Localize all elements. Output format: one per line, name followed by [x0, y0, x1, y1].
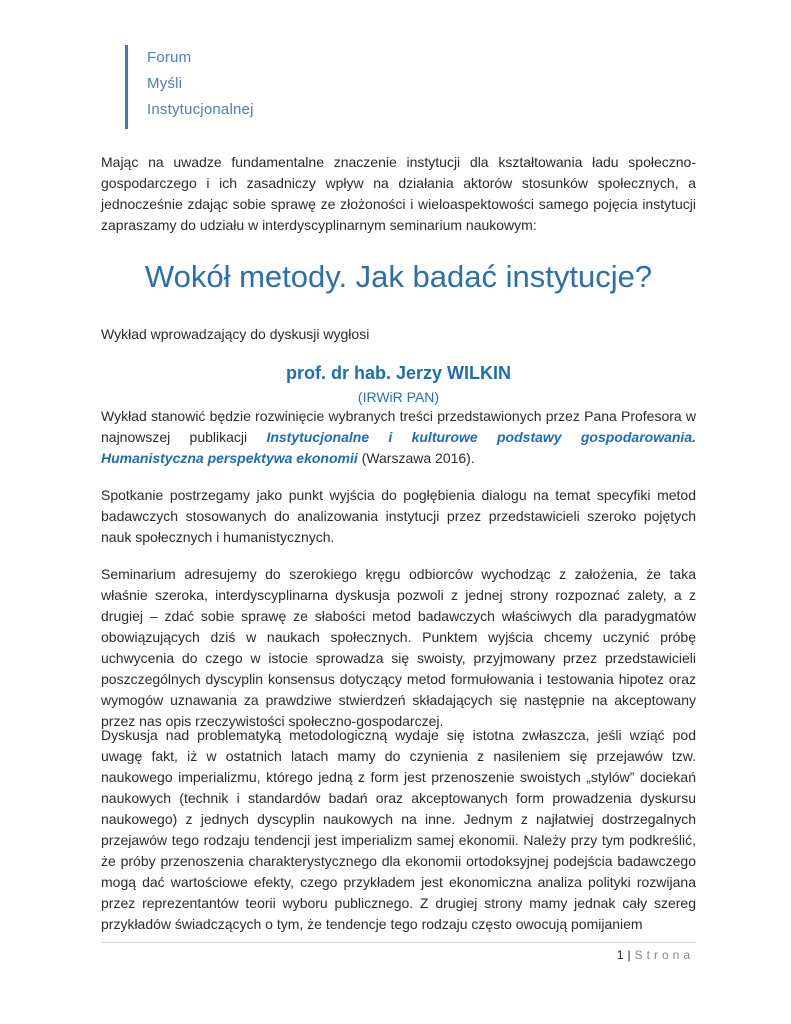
paragraph-discussion: [101, 725, 696, 935]
audience-paragraph: Seminarium adresujemy do szerokiego kręgu odbiorców wychodząc z założenia, że taka właśnie szeroka, interdyscyplinarna dyskusja pozwoli z jednej strony rozpoznać zalety, a z drugiej – zdać sobie sprawę ze słabości metod badawczych właściwych dla paradygmatów obowiązujących dziś w naukach społecznych. Punktem wyjścia chcemy uczynić próbę uchwycenia do czego w istocie sprowadza się swoisty, przyjmowany przez przedstawicieli poszczególnych dyscyplin konsensus dotyczący metod formułowania i testowania hipotez oraz wymogów uznawania za prawdziwe stwierdzeń składających się następnie na akceptowany przez nas opis rzeczywistości społeczno-gospodarczej.: [101, 566, 696, 729]
paragraph-meeting: [101, 485, 696, 548]
meeting-paragraph: Spotkanie postrzegamy jako punkt wyjścia do pogłębienia dialogu na temat specyfiki metod badawczych stosowanych do analizowania instytucji przez przedstawicieli szeroko pojętych nauk społecznych i humanistycznych.: [101, 487, 696, 545]
forum-logo: [125, 45, 254, 129]
logo-line-forum: Forum: [147, 49, 192, 66]
page-number: 1: [616, 948, 624, 962]
logo-line-mysli: Myśli: [147, 75, 183, 92]
speaker-name: prof. dr hab. Jerzy WILKIN: [285, 363, 512, 383]
discussion-paragraph: Dyskusja nad problematyką metodologiczną wydaje się istotna zwłaszcza, jeśli wziąć pod uwagę fakt, iż w ostatnich latach mamy do czynienia z nasileniem się przejawów tzw. naukowego imperializmu, którego jedną z form jest przenoszenie swoistych „stylów” dociekań naukowych (technik i standardów badań oraz akceptowanych form prowadzenia dyskursu naukowego) z jednych dyscyplin naukowych na inne. Jednym z najłatwiej dostrzegalnych przejawów tego rodzaju tendencji jest imperializm samej ekonomii. Należy przy tym podkreślić, że próby przenoszenia charakterystycznego dla ekonomii ortodoksyjnej podejścia badawczego mogą dać wartościowe efekty, czego przykładem jest ekonomiczna analiza polityki rozwijana przez reprezentantów teorii wyboru publicznego. Z drugiej strony mamy jednak cały szereg przykładów świadczących o tym, że tendencje tego rodzaju często owocują pomijaniem: [101, 727, 696, 932]
page-footer: [617, 948, 694, 962]
lead-label: Wykład wprowadzający do dyskusji wygłosi: [101, 326, 370, 342]
paragraph-publication: [101, 406, 696, 469]
page-label: Strona: [634, 948, 694, 962]
speaker-affiliation: (IRWiR PAN): [357, 389, 440, 405]
logo-line-instytucjonalnej: Instytucjonalnej: [147, 101, 254, 118]
document-content: [101, 152, 696, 932]
intro-paragraph: Mając na uwadze fundamentalne znaczenie instytucji dla kształtowania ładu społeczno-gospodarczego i ich zasadniczy wpływ na działania aktorów stosunków społecznych, a jednocześnie zdając sobie sprawę ze złożoności i wieloaspektowości samego pojęcia instytucji zapraszamy do udziału w interdyscyplinarnym seminarium naukowym:: [101, 154, 696, 233]
paragraph-audience: [101, 564, 696, 732]
publication-text-before: Wykład stanowić będzie rozwinięcie wybranych treści przedstawionych przez Pana Profesora w najnowszej publikacji: [101, 408, 696, 445]
footer-divider: [101, 942, 696, 943]
publication-paragraph: [101, 406, 696, 469]
publication-text-after: (Warszawa 2016).: [357, 450, 475, 466]
speaker-block: [101, 360, 696, 408]
footer-separator: |: [627, 948, 631, 962]
book-title-link[interactable]: Instytucjonalne i kulturowe podstawy gospodarowania. Humanistyczna perspektywa ekonomii: [101, 429, 696, 466]
seminar-title: Wokół metody. Jak badać instytucje?: [144, 259, 653, 294]
